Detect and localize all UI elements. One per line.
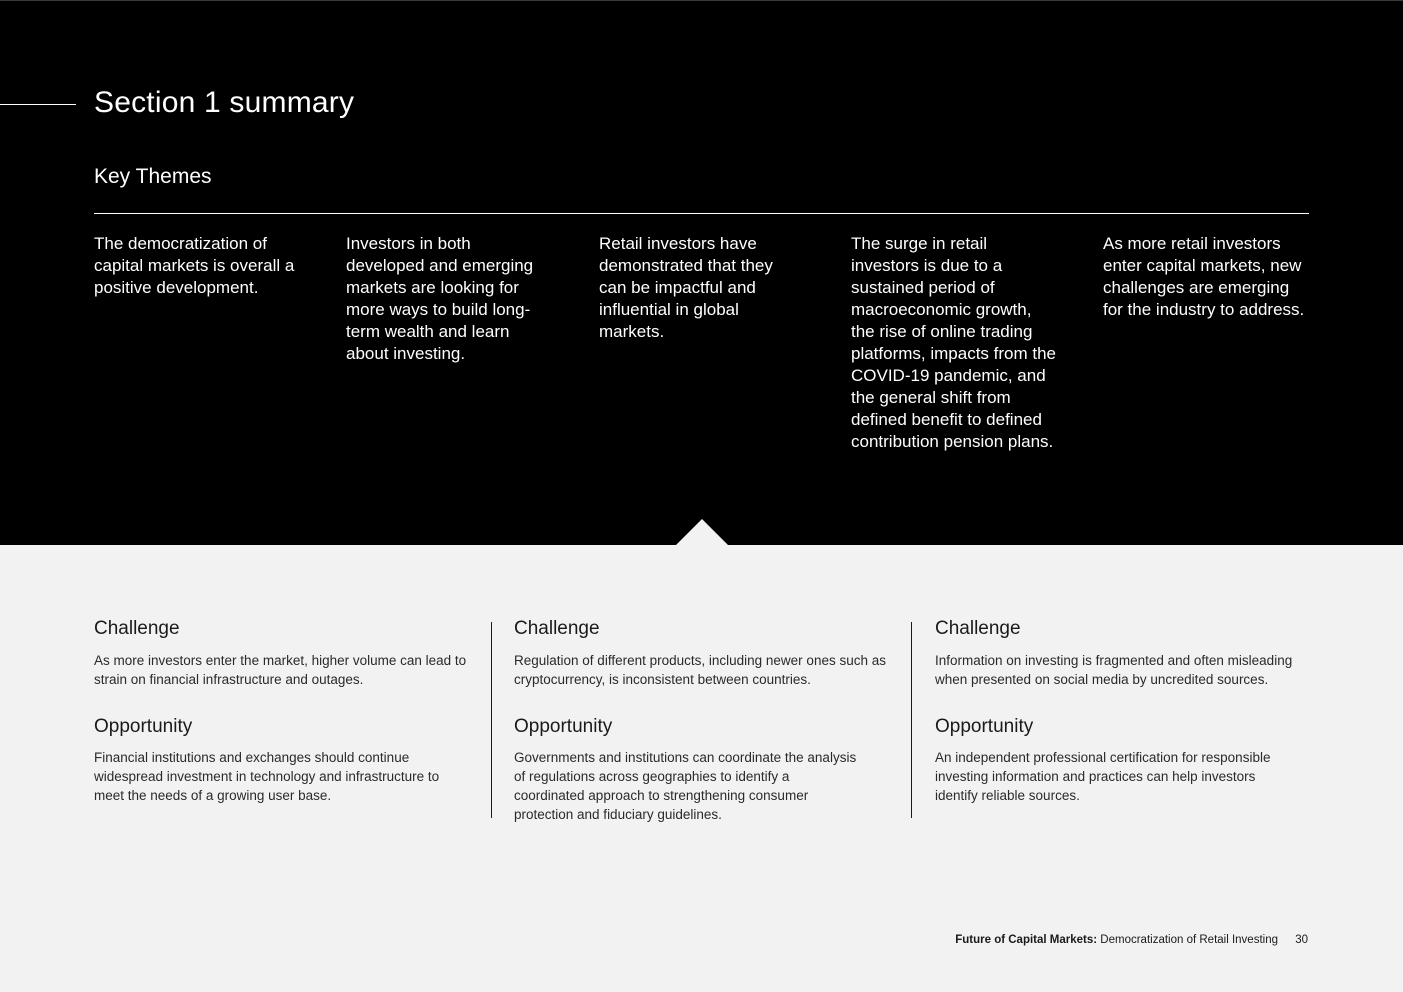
opportunity-text: An independent professional certification for responsible investing information and practices can help investors identify reliable sources. [935, 750, 1271, 803]
challenge-heading: Challenge [514, 618, 600, 639]
challenge-opportunity-column [94, 617, 470, 805]
section-title: Section 1 summary [94, 86, 355, 119]
theme-item: Retail investors have demonstrated that they can be impactful and influential in global markets. [599, 234, 773, 341]
column-divider [911, 622, 912, 818]
title-rule [0, 104, 76, 105]
challenge-text: As more investors enter the market, higher volume can lead to strain on financial infrastructure and outages. [94, 653, 467, 687]
page-number: 30 [1295, 934, 1308, 946]
challenge-heading: Challenge [935, 618, 1021, 639]
theme-item: The democratization of capital markets is overall a positive development. [94, 234, 295, 297]
theme-item: As more retail investors enter capital markets, new challenges are emerging for the industry to address. [1103, 234, 1305, 319]
opportunity-heading: Opportunity [514, 716, 613, 737]
footer-report-title: Future of Capital Markets: [955, 934, 1098, 946]
opportunity-text: Governments and institutions can coordinate the analysis of regulations across geographies to identify a coordinated approach to strengthening consumer protection and fiduciary guidelines. [514, 750, 857, 822]
challenge-text: Information on investing is fragmented and often misleading when presented on social media by uncredited sources. [935, 653, 1293, 687]
panel-notch-arrow [676, 519, 728, 545]
opportunity-heading: Opportunity [935, 716, 1034, 737]
opportunity-heading: Opportunity [94, 716, 193, 737]
challenge-text: Regulation of different products, including newer ones such as cryptocurrency, is inconsistent between countries. [514, 653, 886, 687]
challenge-opportunity-column [514, 617, 890, 824]
top-hairline [0, 0, 1403, 1]
theme-item: Investors in both developed and emerging markets are looking for more ways to build long-term wealth and learn about investing. [346, 234, 534, 363]
key-themes-rule [94, 213, 1309, 214]
challenge-heading: Challenge [94, 618, 180, 639]
opportunity-text: Financial institutions and exchanges should continue widespread investment in technology and infrastructure to meet the needs of a growing user base. [94, 750, 440, 803]
key-themes-heading: Key Themes [94, 165, 212, 188]
page-footer [955, 933, 1308, 947]
footer-report-subtitle: Democratization of Retail Investing [1100, 934, 1278, 946]
theme-item: The surge in retail investors is due to a sustained period of macroeconomic growth, the rise of online trading platforms, impacts from the COVID-19 pandemic, and the general shift from defined benefit to defined contribution pension plans. [851, 234, 1057, 451]
challenge-opportunity-column [935, 617, 1311, 805]
column-divider [491, 622, 492, 818]
